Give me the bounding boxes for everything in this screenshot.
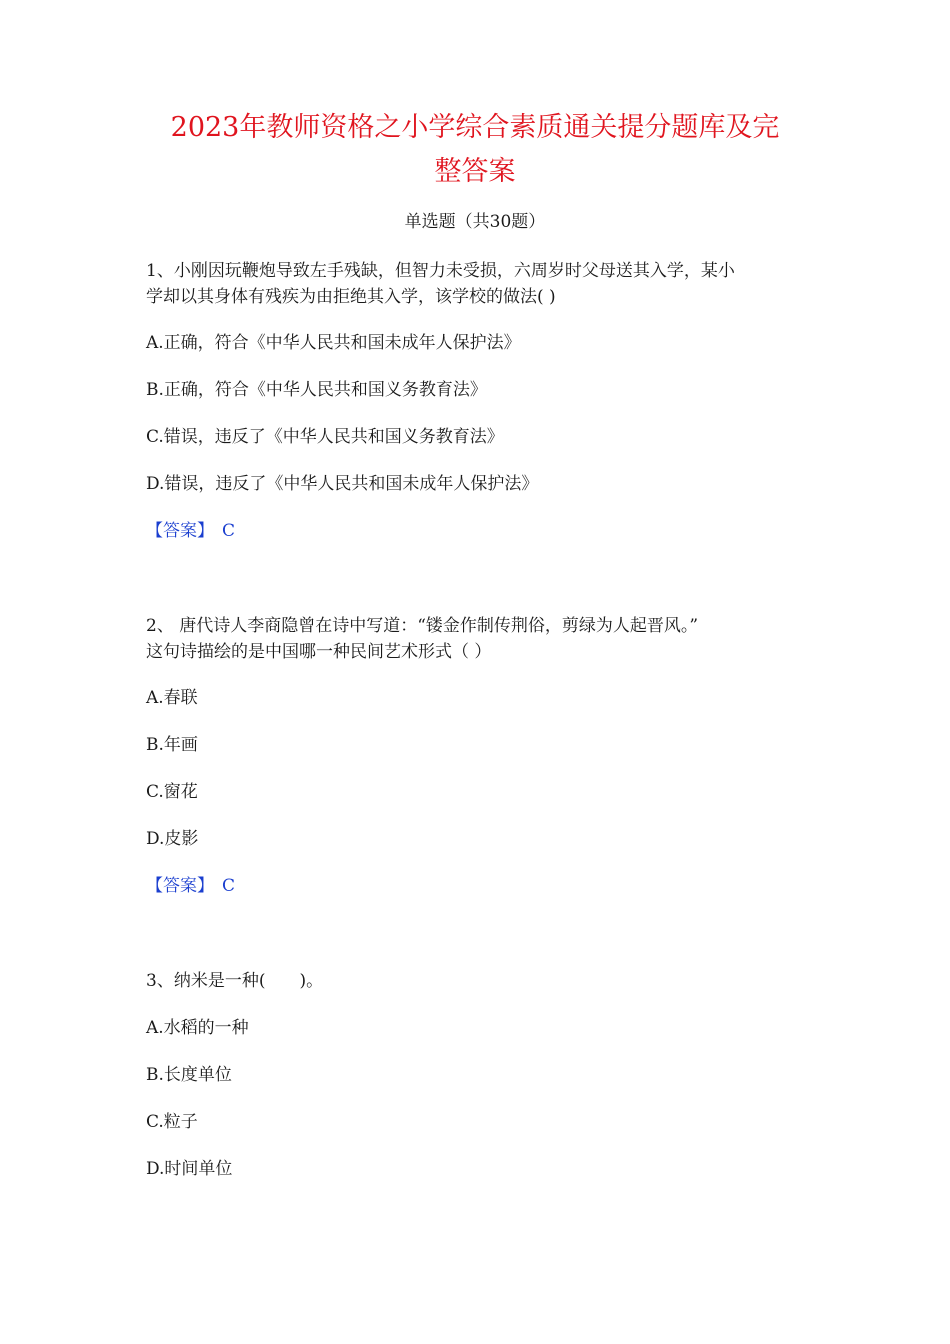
question-2-answer [146, 873, 235, 899]
question-2-option-b: B.年画 [146, 735, 198, 755]
answer-label: 【答案】 [146, 876, 214, 896]
question-3-stem-line-1: 3、纳米是一种( )。 [146, 971, 324, 991]
section-heading: 单选题（共30题） [404, 212, 546, 232]
question-1-answer [146, 518, 235, 544]
question-2-option-a: A.春联 [146, 688, 198, 708]
question-2-option-d: D.皮影 [146, 829, 199, 849]
answer-value: C [222, 876, 236, 896]
question-2-stem-line-2: 这句诗描绘的是中国哪一种民间艺术形式（ ） [146, 642, 492, 662]
title-line-1: 2023年教师资格之小学综合素质通关提分题库及完 [170, 112, 780, 143]
question-2-option-c: C.窗花 [146, 782, 198, 802]
question-2-stem-line-1: 2、 唐代诗人李商隐曾在诗中写道：“镂金作制传荆俗，剪绿为人起晋风。” [146, 616, 699, 636]
question-1-option-c: C.错误，违反了《中华人民共和国义务教育法》 [146, 427, 504, 447]
question-1-stem [146, 258, 826, 310]
question-1-option-a: A.正确，符合《中华人民共和国未成年人保护法》 [146, 333, 521, 353]
question-1-option-b: B.正确，符合《中华人民共和国义务教育法》 [146, 380, 487, 400]
question-3-option-d: D.时间单位 [146, 1159, 233, 1179]
title-line-2: 整答案 [434, 156, 516, 187]
question-3-stem [146, 968, 826, 994]
answer-value: C [222, 521, 236, 541]
question-1-stem-line-1: 1、小刚因玩鞭炮导致左手残缺，但智力未受损，六周岁时父母送其入学，某小 [146, 261, 735, 281]
question-2-stem [146, 613, 826, 665]
question-3-option-a: A.水稻的一种 [146, 1018, 249, 1038]
question-3-option-c: C.粒子 [146, 1112, 198, 1132]
question-3-option-b: B.长度单位 [146, 1065, 232, 1085]
document-title [100, 106, 850, 194]
answer-label: 【答案】 [146, 521, 214, 541]
question-1-stem-line-2: 学却以其身体有残疾为由拒绝其入学，该学校的做法( ) [146, 287, 556, 307]
question-1-option-d: D.错误，违反了《中华人民共和国未成年人保护法》 [146, 474, 539, 494]
